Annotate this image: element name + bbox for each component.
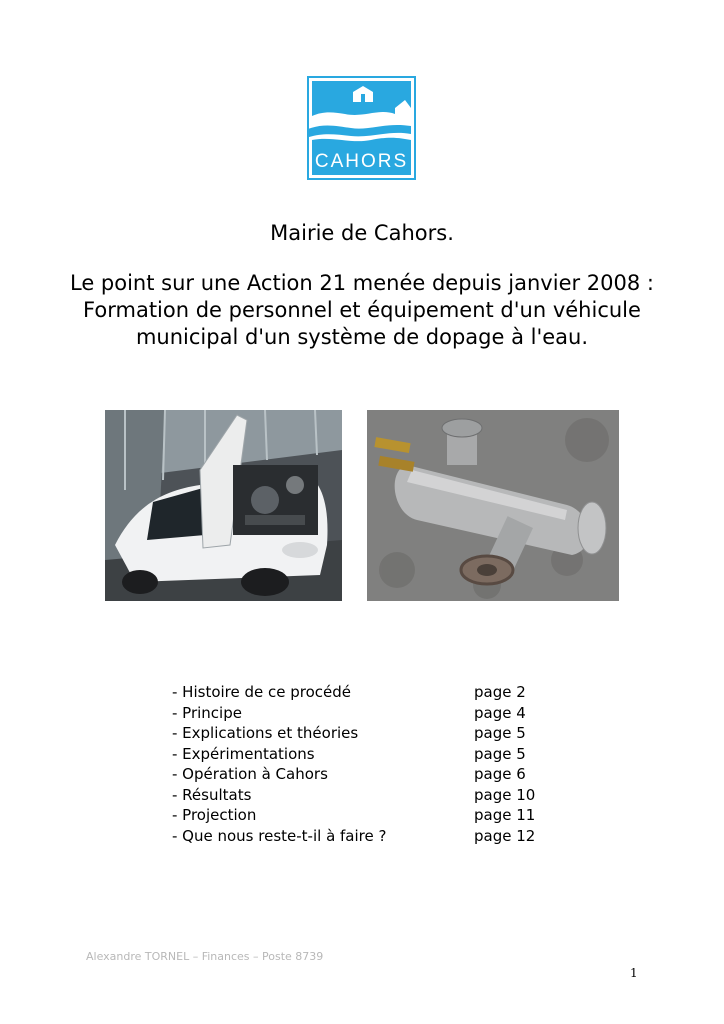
table-of-contents xyxy=(172,682,592,846)
toc-label: - Que nous reste-t-il à faire ? xyxy=(172,826,387,845)
toc-page: page 11 xyxy=(474,806,536,824)
toc-page: page 5 xyxy=(474,724,526,742)
toc-page: page 10 xyxy=(474,785,536,804)
device-photo xyxy=(367,410,619,601)
car-photo xyxy=(105,410,342,601)
toc-item xyxy=(172,785,592,806)
toc-page: page 6 xyxy=(474,765,526,783)
toc-item xyxy=(172,805,592,826)
logo-text: CAHORS xyxy=(314,151,409,172)
subtitle-line: Formation de personnel et équipement d'un véhicule xyxy=(83,298,641,322)
toc-item xyxy=(172,764,592,785)
cahors-logo xyxy=(307,76,416,180)
toc-item xyxy=(172,682,592,703)
toc-label: - Histoire de ce procédé xyxy=(172,683,352,701)
toc-page: page 4 xyxy=(474,703,526,722)
subtitle-line: Le point sur une Action 21 menée depuis janvier 2008 : xyxy=(69,271,654,295)
toc-item xyxy=(172,744,592,765)
toc-label: - Opération à Cahors xyxy=(172,765,328,783)
toc-page: page 2 xyxy=(474,683,526,701)
footer: Alexandre TORNEL – Finances – Poste 8739 xyxy=(86,950,324,963)
toc-label: - Projection xyxy=(172,806,257,824)
page-number: 1 xyxy=(630,966,638,980)
toc-label: - Expérimentations xyxy=(172,744,315,763)
toc-label: - Principe xyxy=(172,703,242,722)
page-subtitle xyxy=(60,270,664,351)
subtitle-line: municipal d'un système de dopage à l'eau. xyxy=(135,325,589,349)
toc-item xyxy=(172,723,592,744)
toc-page: page 12 xyxy=(474,826,536,845)
toc-item xyxy=(172,703,592,724)
toc-label: - Explications et théories xyxy=(172,724,359,742)
toc-page: page 5 xyxy=(474,744,526,763)
page-title: Mairie de Cahors. xyxy=(270,221,454,245)
toc-label: - Résultats xyxy=(172,785,252,804)
toc-item xyxy=(172,826,592,847)
